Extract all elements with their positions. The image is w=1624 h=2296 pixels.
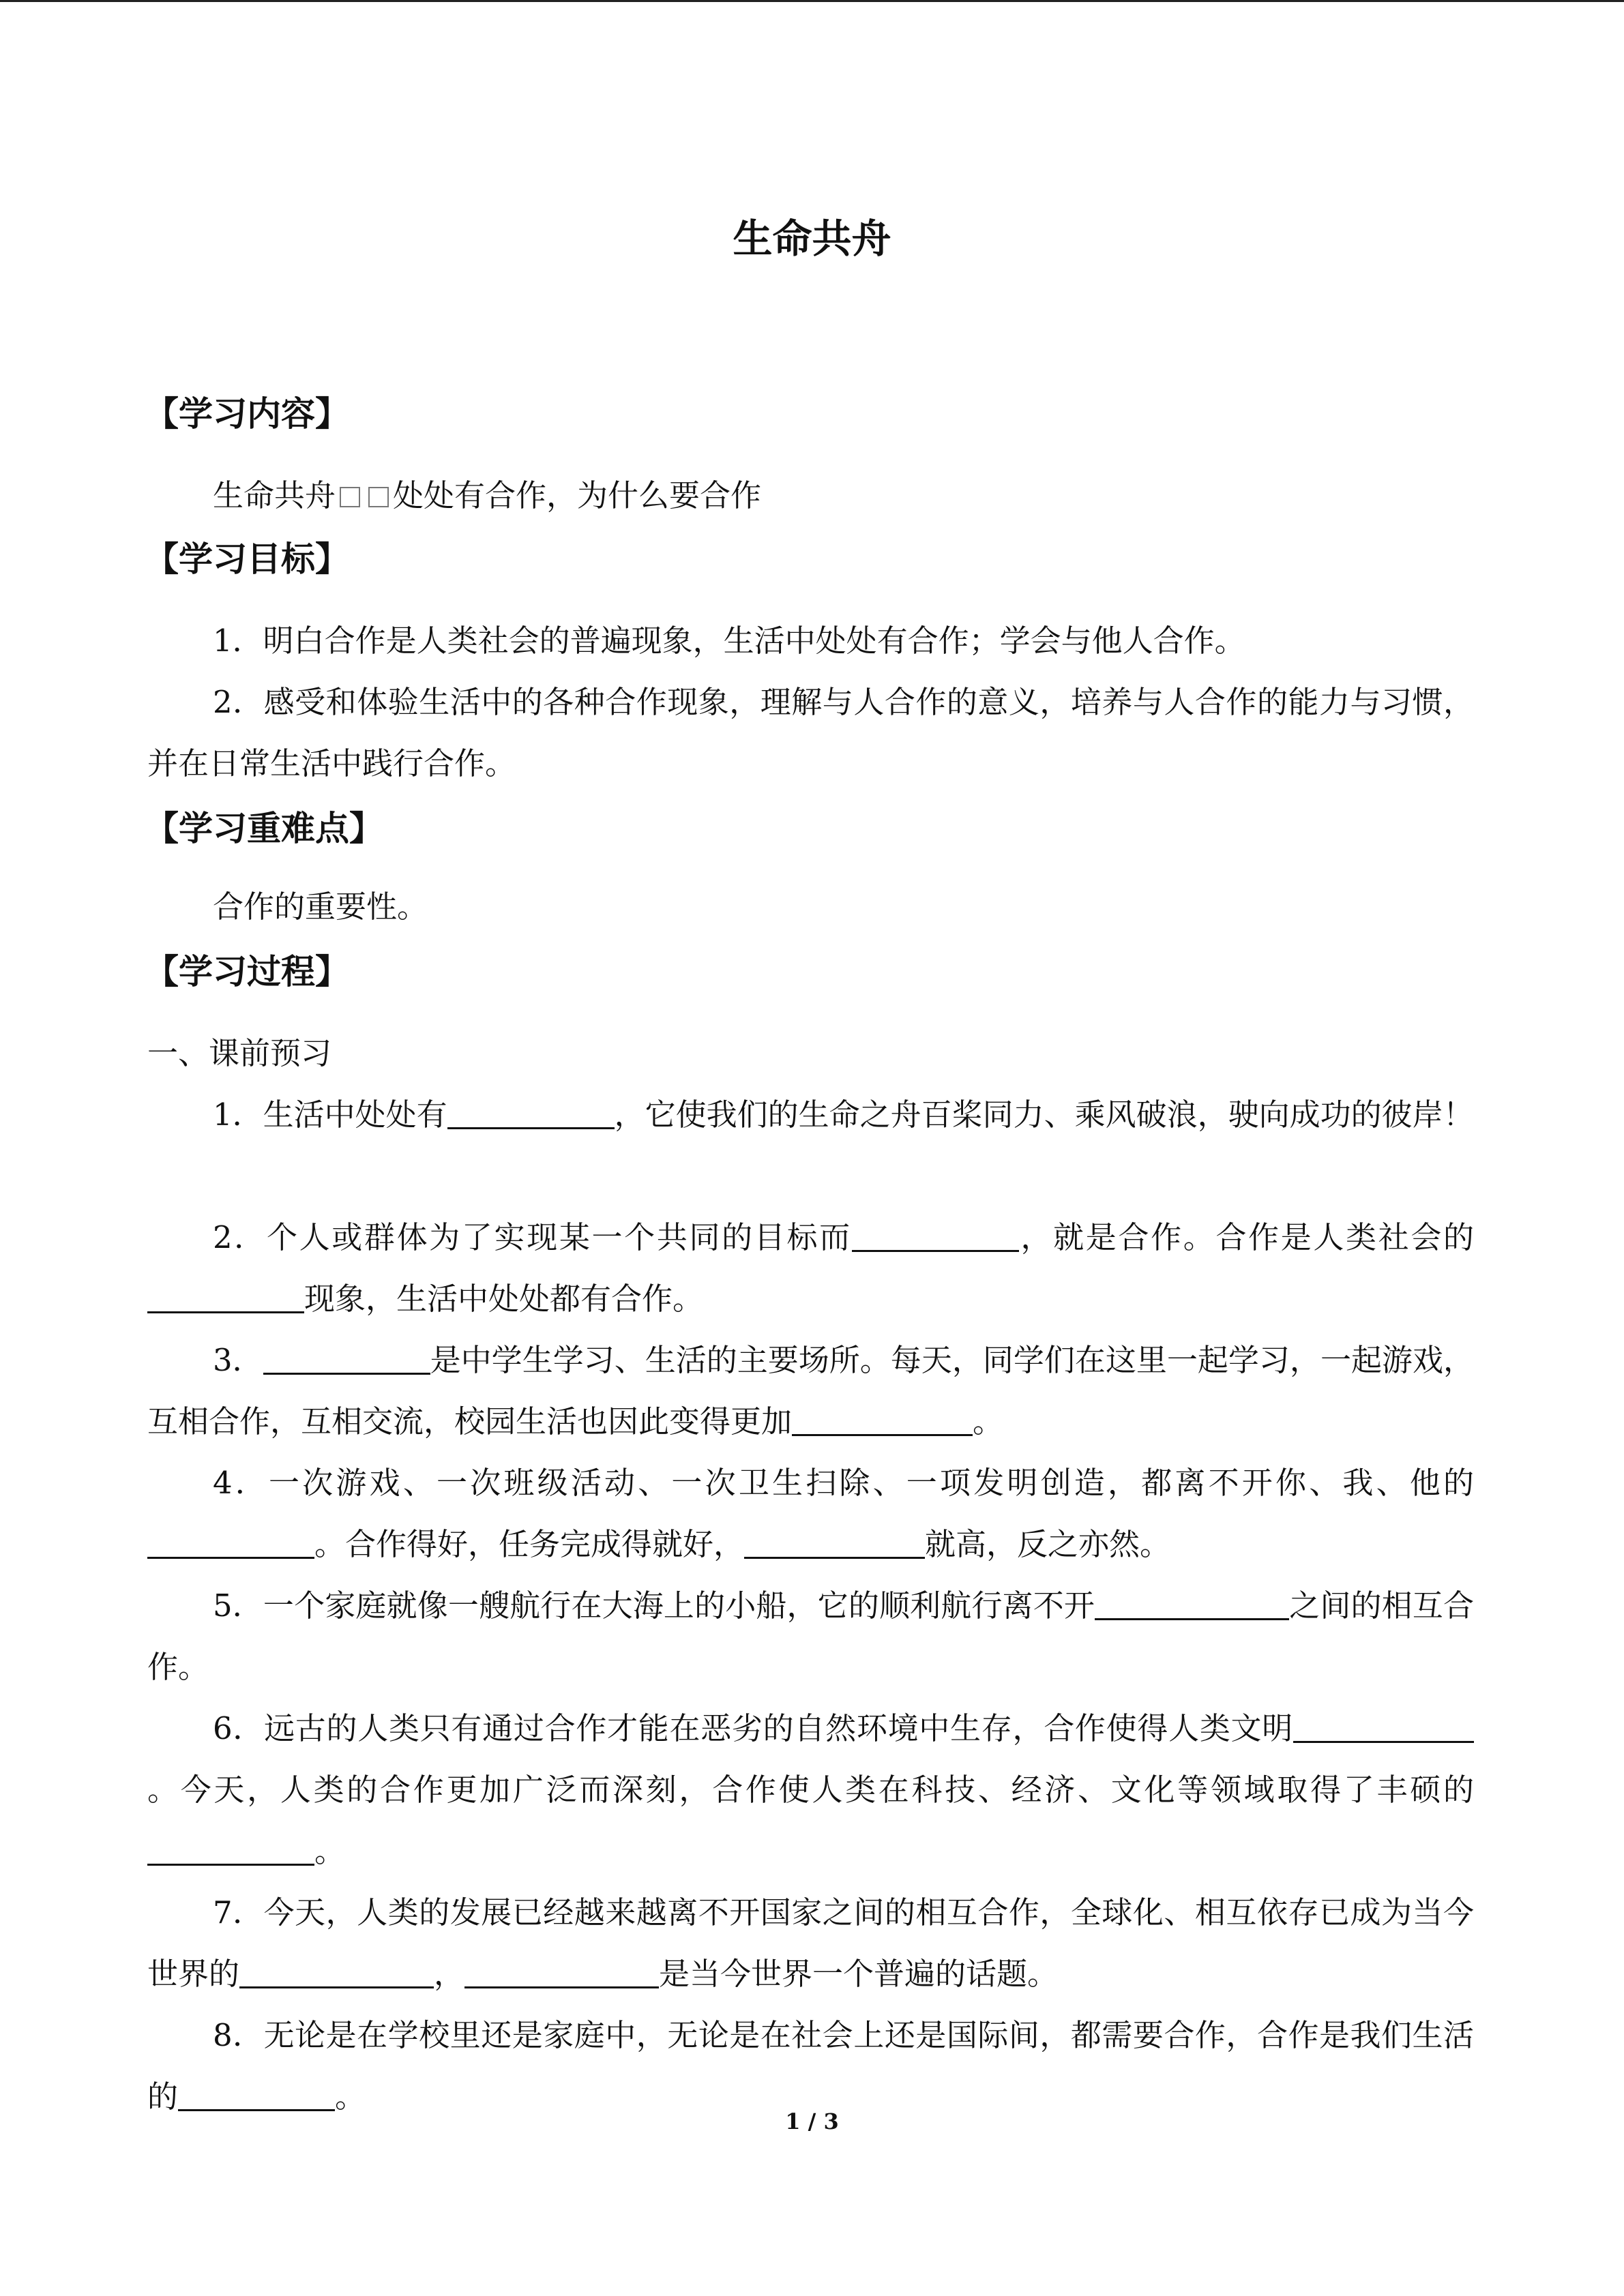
fill-blank[interactable]: [1293, 1706, 1474, 1743]
question-8: 8．无论是在学校里还是家庭中，无论是在社会上还是国际间，都需要合作，合作是我们生活的 。: [147, 2017, 1474, 2115]
fill-blank[interactable]: [744, 1522, 925, 1559]
key-points-text: 合作的重要性。: [213, 889, 428, 925]
heading-key-points: 【学习重难点】: [145, 809, 383, 848]
subheading-preview: 一、课前预习: [147, 1035, 332, 1071]
heading-study-goals: 【学习目标】: [145, 539, 349, 579]
goal-item-1: 1．明白合作是人类社会的普遍现象，生活中处处有合作；学会与他人合作。: [213, 623, 1245, 659]
study-content-text: 生命共舟 处处有合作，为什么要合作: [213, 477, 762, 513]
question-7: 7．今天，人类的发展已经越来越离不开国家之间的相互合作，全球化、相互依存已成为当今世界的 ， 是当今世界一个普遍的话题。: [147, 1894, 1474, 1992]
placeholder-box-icon: [340, 487, 360, 507]
goal-item-2: 2．感受和体验生活中的各种合作现象，理解与人合作的意义，培养与人合作的能力与习惯，并在日常生活中践行合作。: [147, 684, 1474, 781]
fill-blank[interactable]: [147, 1277, 304, 1313]
fill-blank[interactable]: [852, 1215, 1019, 1252]
heading-study-content: 【学习内容】: [145, 394, 349, 434]
placeholder-box-icon: [368, 487, 389, 507]
fill-blank[interactable]: [239, 1952, 434, 1988]
fill-blank[interactable]: [263, 1338, 430, 1375]
top-border: [0, 0, 1624, 2]
fill-blank[interactable]: [464, 1952, 659, 1988]
question-2: 2．个人或群体为了实现某一个共同的目标而 ，就是合作。合作是人类社会的现象，生活中处处都有合作。: [147, 1207, 1474, 1330]
question-4: 4．一次游戏、一次班级活动、一次卫生扫除、一项发明创造，都离不开你、我、他的。合作得好，任务完成得就好， 就高，反之亦然。: [147, 1452, 1474, 1575]
fill-blank[interactable]: [1095, 1583, 1289, 1620]
fill-blank[interactable]: [792, 1399, 973, 1436]
question-5: 5．一个家庭就像一艘航行在大海上的小船，它的顺利航行离不开 之间的相互合作。: [147, 1575, 1474, 1698]
fill-blank[interactable]: [447, 1092, 615, 1129]
fill-blank[interactable]: [178, 2074, 335, 2111]
fill-blank[interactable]: [147, 1829, 314, 1866]
fill-blank[interactable]: [147, 1522, 314, 1559]
page-title: 生命共舟: [733, 215, 891, 262]
question-1: 1．生活中处处有 ，它使我们的生命之舟百桨同力、乘风破浪，驶向成功的彼岸！: [147, 1084, 1474, 1146]
question-3: 3． 是中学生学习、生活的主要场所。每天，同学们在这里一起学习，一起游戏，互相合作，互相交流，校园生活也因此变得更加 。: [147, 1330, 1474, 1452]
page-indicator: 1 / 3: [785, 2108, 839, 2134]
heading-study-process: 【学习过程】: [145, 952, 349, 992]
question-6: 6．远古的人类只有通过合作才能在恶劣的自然环境中生存，合作使得人类文明。今天，人类的合作更加广泛而深刻，合作使人类在科技、经济、文化等领域取得了丰硕的。: [147, 1698, 1474, 1882]
